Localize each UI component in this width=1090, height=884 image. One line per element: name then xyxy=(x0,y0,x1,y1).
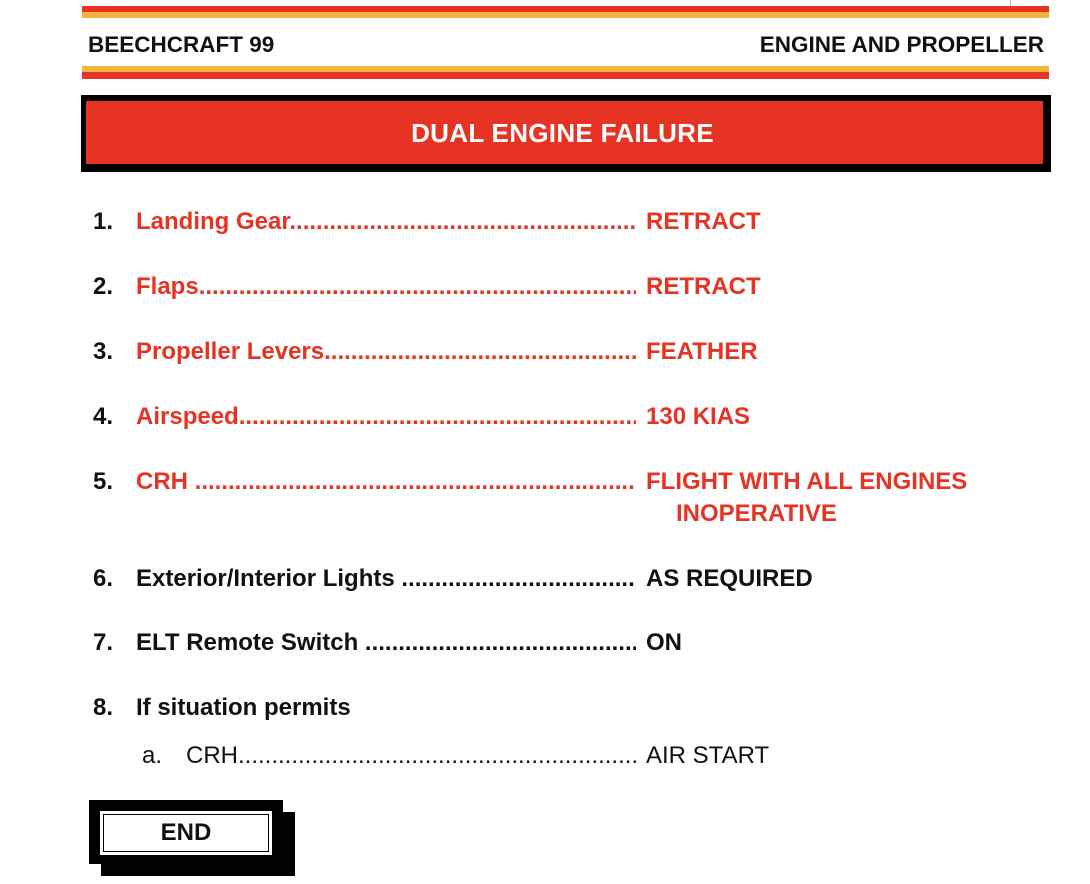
step-action: RETRACT xyxy=(646,208,761,235)
step-item: CRH ..... xyxy=(136,466,636,498)
step-number: 6. xyxy=(93,565,114,592)
section-title: ENGINE AND PROPELLER xyxy=(759,32,1044,57)
procedure-title: DUAL ENGINE FAILURE xyxy=(411,118,714,148)
top-yellow-stripe xyxy=(82,12,1049,18)
end-marker xyxy=(98,809,274,857)
substep-action: AIR START xyxy=(646,742,770,769)
step-item: If situation permits xyxy=(136,694,351,721)
step-number: 3. xyxy=(93,338,114,365)
substep-item: CRH ..... xyxy=(186,740,636,772)
end-label: END xyxy=(103,814,269,852)
step-action-line-1: FLIGHT WITH ALL ENGINES xyxy=(646,468,968,495)
procedure-banner xyxy=(85,100,1044,165)
step-action: ON xyxy=(646,629,682,656)
step-number: 2. xyxy=(93,273,114,300)
step-action: RETRACT xyxy=(646,273,761,300)
step-action: 130 KIAS xyxy=(646,403,751,430)
step-item: ELT Remote Switch ..... xyxy=(136,627,636,659)
step-item: Propeller Levers ..... xyxy=(136,336,636,368)
step-item: Exterior/Interior Lights ..... xyxy=(136,563,636,595)
step-number: 1. xyxy=(93,208,114,235)
step-item: Flaps ..... xyxy=(136,271,636,303)
step-action: AS REQUIRED xyxy=(646,565,813,592)
bottom-red-stripe xyxy=(82,72,1049,79)
step-item: Airspeed ..... xyxy=(136,401,636,433)
step-number: 8. xyxy=(93,694,114,721)
step-action xyxy=(646,466,967,530)
step-action-line-2: INOPERATIVE xyxy=(676,500,837,527)
step-number: 7. xyxy=(93,629,114,656)
step-action: FEATHER xyxy=(646,338,758,365)
step-number: 5. xyxy=(93,468,114,495)
substep-letter: a. xyxy=(142,742,163,769)
step-item: Landing Gear ..... xyxy=(136,206,636,238)
step-number: 4. xyxy=(93,403,114,430)
aircraft-title: BEECHCRAFT 99 xyxy=(88,32,275,57)
